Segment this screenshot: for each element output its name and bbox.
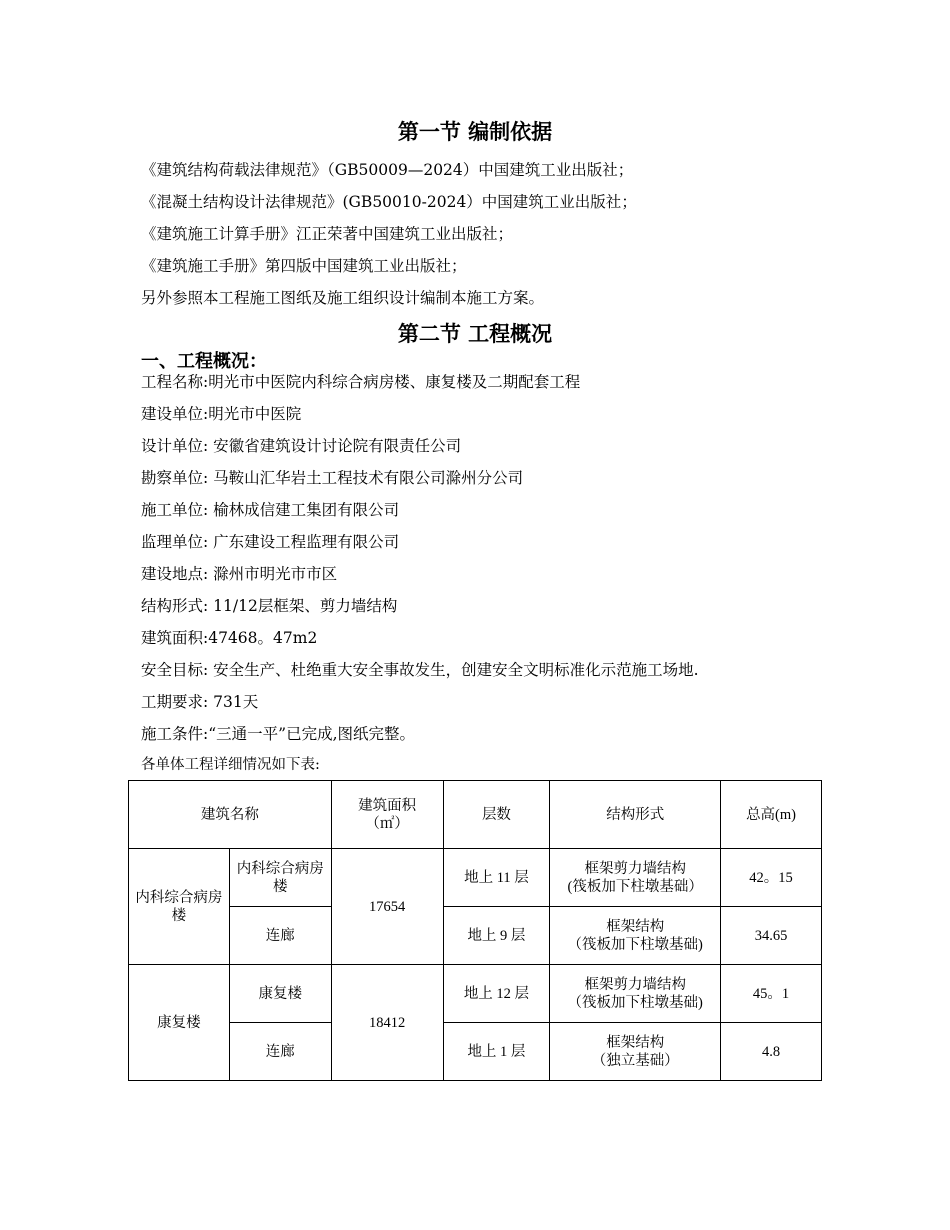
group-name: 康复楼 <box>129 965 230 1081</box>
table-header-row <box>129 781 822 849</box>
floors-cell: 地上 1 层 <box>443 1023 550 1081</box>
header-area-line1: 建筑面积 <box>358 797 417 814</box>
reference-line: 《混凝土结构设计法律规范》(GB50010-2024）中国建筑工业出版社； <box>141 193 637 211</box>
table-intro: 各单体工程详细情况如下表: <box>141 757 320 773</box>
reference-line: 《建筑结构荷载法律规范》（GB50009—2024）中国建筑工业出版社； <box>141 161 634 179</box>
structure-cell <box>550 965 721 1023</box>
structure-cell <box>550 1023 721 1081</box>
building-table <box>128 780 822 1081</box>
contractor-line: 施工单位: 榆林成信建工集团有限公司 <box>141 501 400 519</box>
height-cell: 34.65 <box>721 907 822 965</box>
structure-line2: （筏板加下柱墩基础) <box>567 936 703 953</box>
height-cell: 45。1 <box>721 965 822 1023</box>
floors-cell: 地上 11 层 <box>443 849 550 907</box>
height-cell: 42。15 <box>721 849 822 907</box>
building-area: 17654 <box>331 849 443 965</box>
section2-title: 第二节 工程概况 <box>397 322 553 346</box>
building-name: 内科综合病房楼 <box>229 849 331 907</box>
height-cell: 4.8 <box>721 1023 822 1081</box>
table-row <box>129 1023 822 1081</box>
building-name: 连廊 <box>229 907 331 965</box>
location-line: 建设地点: 滁州市明光市市区 <box>141 565 338 583</box>
reference-line: 另外参照本工程施工图纸及施工组织设计编制本施工方案。 <box>141 289 545 307</box>
conditions-line: 施工条件:“三通一平”已完成,图纸完整。 <box>141 725 415 743</box>
section1-title: 第一节 编制依据 <box>397 120 553 144</box>
structure-line: 结构形式: 11/12层框架、剪力墙结构 <box>141 597 398 615</box>
structure-line1: 框架剪力墙结构 <box>584 976 686 993</box>
floors-cell: 地上 12 层 <box>443 965 550 1023</box>
table-row <box>129 965 822 1023</box>
structure-line1: 框架结构 <box>606 1034 665 1051</box>
structure-line2: （独立基础） <box>591 1052 679 1069</box>
header-area <box>331 781 443 849</box>
floors-cell: 地上 9 层 <box>443 907 550 965</box>
survey-line: 勘察单位: 马鞍山汇华岩土工程技术有限公司滁州分公司 <box>141 469 524 487</box>
header-structure: 结构形式 <box>550 781 721 849</box>
header-height: 总高(m) <box>721 781 822 849</box>
safety-line: 安全目标: 安全生产、杜绝重大安全事故发生，创建安全文明标准化示范施工场地. <box>141 661 699 679</box>
structure-line2: (筏板加下柱墩基础） <box>567 878 703 895</box>
reference-line: 《建筑施工计算手册》江正荣著中国建筑工业出版社； <box>141 225 514 243</box>
section2-subtitle: 一、工程概况： <box>141 351 267 372</box>
structure-line1: 框架结构 <box>606 918 665 935</box>
table-row <box>129 849 822 907</box>
structure-line1: 框架剪力墙结构 <box>584 860 686 877</box>
reference-line: 《建筑施工手册》第四版中国建筑工业出版社； <box>141 257 467 275</box>
table-row <box>129 907 822 965</box>
area-line: 建筑面积:47468。47m2 <box>141 629 318 647</box>
header-name: 建筑名称 <box>129 781 332 849</box>
header-floors: 层数 <box>443 781 550 849</box>
designer-line: 设计单位: 安徽省建筑设计讨论院有限责任公司 <box>141 437 462 455</box>
building-area: 18412 <box>331 965 443 1081</box>
structure-cell <box>550 849 721 907</box>
header-area-line2: （㎡） <box>365 815 409 832</box>
project-name-line: 工程名称:明光市中医院内科综合病房楼、康复楼及二期配套工程 <box>141 373 581 391</box>
duration-line: 工期要求: 731天 <box>141 693 259 711</box>
building-name: 连廊 <box>229 1023 331 1081</box>
group-name: 内科综合病房楼 <box>129 849 230 965</box>
supervisor-line: 监理单位: 广东建设工程监理有限公司 <box>141 533 400 551</box>
owner-line: 建设单位:明光市中医院 <box>141 405 302 423</box>
structure-cell <box>550 907 721 965</box>
structure-line2: （筏板加下柱墩基础) <box>567 994 703 1011</box>
building-name: 康复楼 <box>229 965 331 1023</box>
